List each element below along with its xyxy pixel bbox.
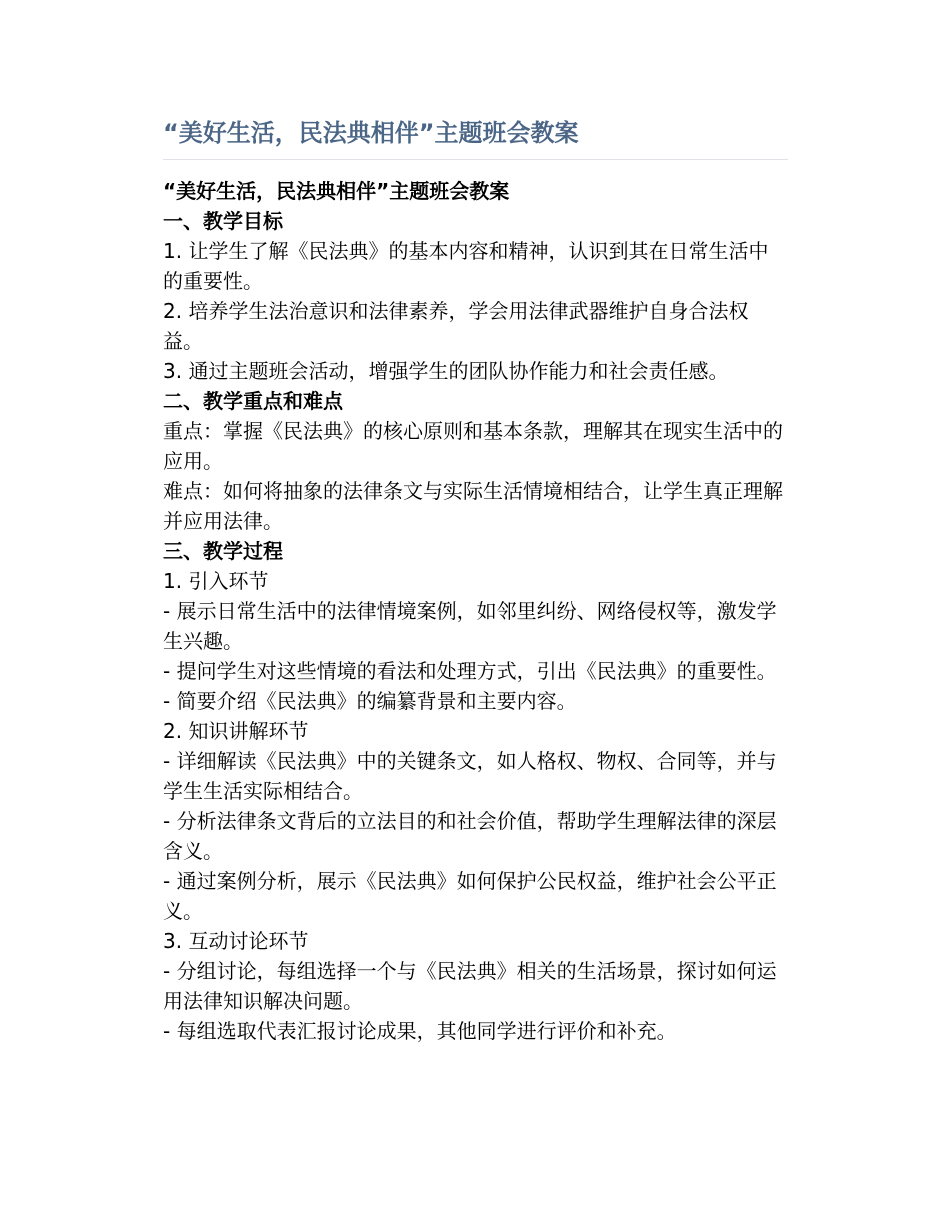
paragraph: 重点：掌握《民法典》的核心原则和基本条款，理解其在现实生活中的应用。 [163,419,783,473]
document-body [163,176,788,1046]
paragraph: - 通过案例分析，展示《民法典》如何保护公民权益，维护社会公平正义。 [163,869,777,923]
document-subtitle: “美好生活，民法典相伴”主题班会教案 [163,179,510,203]
section-heading-goals: 一、教学目标 [163,209,283,233]
paragraph: - 展示日常生活中的法律情境案例，如邻里纠纷、网络侵权等，激发学生兴趣。 [163,599,777,653]
paragraph: 3. 互动讨论环节 [163,929,309,953]
paragraph: 2. 知识讲解环节 [163,719,309,743]
section-heading-process: 三、教学过程 [163,539,283,563]
paragraph: 1. 让学生了解《民法典》的基本内容和精神，认识到其在日常生活中的重要性。 [163,239,769,293]
paragraph: - 分组讨论，每组选择一个与《民法典》相关的生活场景，探讨如何运用法律知识解决问题。 [163,959,777,1013]
paragraph: - 分析法律条文背后的立法目的和社会价值，帮助学生理解法律的深层含义。 [163,809,777,863]
paragraph: - 详细解读《民法典》中的关键条文，如人格权、物权、合同等，并与学生生活实际相结合。 [163,749,777,803]
page-title: “美好生活，民法典相伴”主题班会教案 [163,115,788,160]
paragraph: 2. 培养学生法治意识和法律素养，学会用法律武器维护自身合法权益。 [163,299,749,353]
paragraph: 1. 引入环节 [163,569,269,593]
paragraph: 难点：如何将抽象的法律条文与实际生活情境相结合，让学生真正理解并应用法律。 [163,479,783,533]
paragraph: - 提问学生对这些情境的看法和处理方式，引出《民法典》的重要性。 [163,659,777,683]
paragraph: - 每组选取代表汇报讨论成果，其他同学进行评价和补充。 [163,1019,677,1043]
paragraph: 3. 通过主题班会活动，增强学生的团队协作能力和社会责任感。 [163,359,729,383]
paragraph: - 简要介绍《民法典》的编纂背景和主要内容。 [163,689,577,713]
section-heading-key-points: 二、教学重点和难点 [163,389,343,413]
document-page [163,115,788,1046]
